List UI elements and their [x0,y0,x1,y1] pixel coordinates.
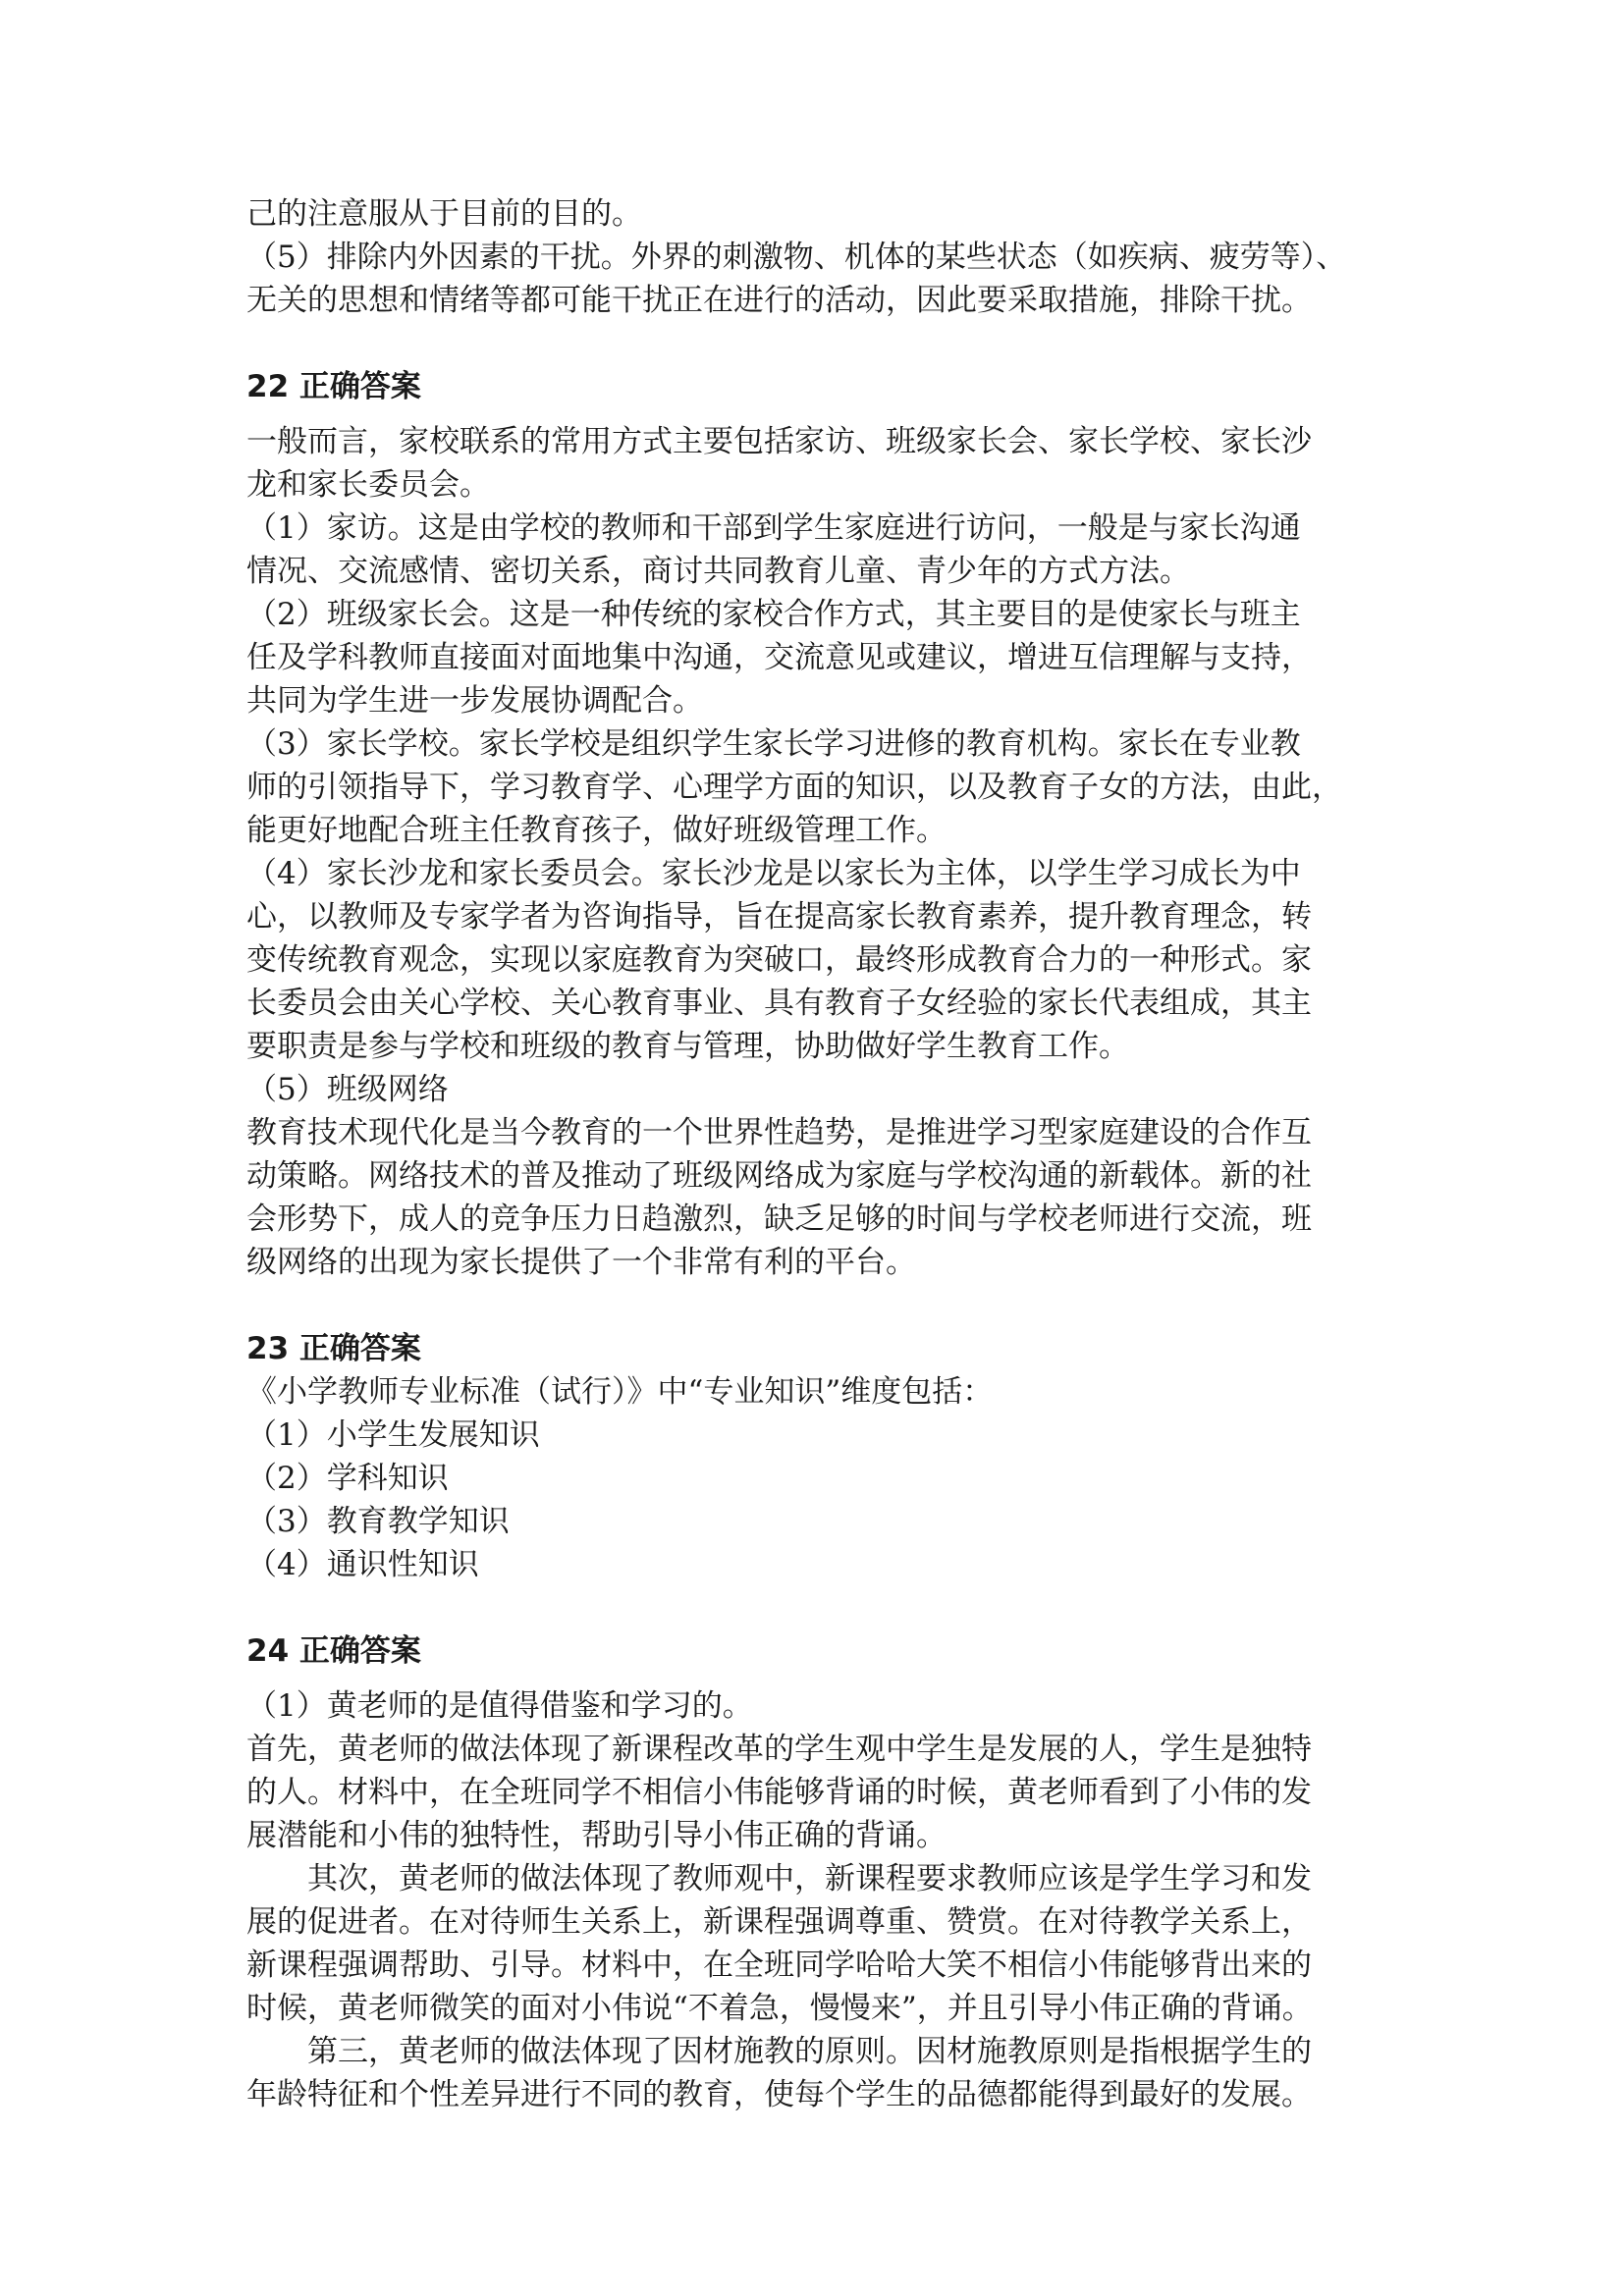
paragraph-line: （1）家访。这是由学校的教师和干部到学生家庭进行访问，一般是与家长沟通 [246,510,1301,546]
paragraph-line: 能更好地配合班主任教育孩子，做好班级管理工作。 [246,813,947,848]
paragraph-line: （3）家长学校。家长学校是组织学生家长学习进修的教育机构。家长在专业教 [246,726,1301,762]
document-page [246,192,1391,2116]
paragraph-line: 情况、交流感情、密切关系，商讨共同教育儿童、青少年的方式方法。 [246,554,1190,589]
paragraph-line: 无关的思想和情绪等都可能干扰正在进行的活动，因此要采取措施，排除干扰。 [246,283,1312,318]
paragraph-line: （1）黄老师的是值得借鉴和学习的。 [246,1688,753,1724]
paragraph-line: 变传统教育观念，实现以家庭教育为突破口，最终形成教育合力的一种形式。家 [246,942,1312,978]
heading-spacer [246,1673,1391,1684]
paragraph-line: 教育技术现代化是当今教育的一个世界性趋势，是推进学习型家庭建设的合作互 [246,1115,1312,1150]
paragraph-line: （4）家长沙龙和家长委员会。家长沙龙是以家长为主体，以学生学习成长为中 [246,856,1301,891]
section-heading: 22 正确答案 [246,369,421,404]
paragraph-line: 的人。材料中，在全班同学不相信小伟能够背诵的时候，黄老师看到了小伟的发 [246,1775,1312,1810]
paragraph-line: 心，以教师及专家学者为咨询指导，旨在提高家长教育素养，提升教育理念，转 [246,899,1312,934]
section-gap [246,1284,1391,1327]
paragraph-line: 时候，黄老师微笑的面对小伟说“不着急，慢慢来”，并且引导小伟正确的背诵。 [246,1991,1313,2026]
paragraph-line: 新课程强调帮助、引导。材料中，在全班同学哈哈大笑不相信小伟能够背出来的 [246,1948,1312,1983]
paragraph-line: 其次，黄老师的做法体现了教师观中，新课程要求教师应该是学生学习和发 [307,1861,1312,1896]
paragraph-line: 师的引领指导下，学习教育学、心理学方面的知识，以及教育子女的方法，由此， [246,770,1342,805]
section-23 [246,1327,1391,1586]
section-heading: 24 正确答案 [246,1633,421,1669]
paragraph-line: 《小学教师专业标准（试行）》中“专业知识”维度包括： [246,1374,994,1410]
paragraph-line: （5）班级网络 [246,1072,449,1107]
paragraph-line: 龙和家长委员会。 [246,467,490,503]
paragraph-line: （3）教育教学知识 [246,1504,510,1539]
paragraph-line: 要职责是参与学校和班级的教育与管理，协助做好学生教育工作。 [246,1029,1129,1064]
paragraph-line: 首先，黄老师的做法体现了新课程改革的学生观中学生是发展的人，学生是独特 [246,1732,1312,1767]
section-21-continuation [246,192,1391,322]
paragraph-line: （1）小学生发展知识 [246,1417,540,1453]
paragraph-line: 己的注意服从于目前的目的。 [246,196,642,232]
paragraph-line: 任及学科教师直接面对面地集中沟通，交流意见或建议，增进互信理解与支持， [246,640,1312,675]
paragraph-line: 级网络的出现为家长提供了一个非常有利的平台。 [246,1245,916,1280]
section-heading: 23 正确答案 [246,1331,421,1366]
paragraph-line: 动策略。网络技术的普及推动了班级网络成为家庭与学校沟通的新载体。新的社 [246,1158,1312,1194]
paragraph-line: （2）学科知识 [246,1461,449,1496]
paragraph-line: 一般而言，家校联系的常用方式主要包括家访、班级家长会、家长学校、家长沙 [246,424,1312,459]
paragraph-line: 共同为学生进一步发展协调配合。 [246,683,703,719]
section-24 [246,1629,1391,2116]
paragraph-line: （2）班级家长会。这是一种传统的家校合作方式，其主要目的是使家长与班主 [246,597,1301,632]
paragraph-line: 会形势下，成人的竞争压力日趋激烈，缺乏足够的时间与学校老师进行交流，班 [246,1201,1312,1237]
paragraph-line: 第三，黄老师的做法体现了因材施教的原则。因材施教原则是指根据学生的 [307,2034,1312,2069]
paragraph-line: （4）通识性知识 [246,1547,479,1582]
section-gap [246,1586,1391,1629]
paragraph-line: 年龄特征和个性差异进行不同的教育，使每个学生的品德都能得到最好的发展。 [246,2077,1312,2112]
section-gap [246,322,1391,365]
section-22 [246,365,1391,1284]
paragraph-line: 展的促进者。在对待师生关系上，新课程强调尊重、赞赏。在对待教学关系上， [246,1904,1312,1940]
paragraph-line: 长委员会由关心学校、关心教育事业、具有教育子女经验的家长代表组成，其主 [246,986,1312,1021]
paragraph-line: （5）排除内外因素的干扰。外界的刺激物、机体的某些状态（如疾病、疲劳等）、 [246,240,1347,275]
heading-spacer [246,408,1391,420]
paragraph-line: 展潜能和小伟的独特性，帮助引导小伟正确的背诵。 [246,1818,947,1853]
